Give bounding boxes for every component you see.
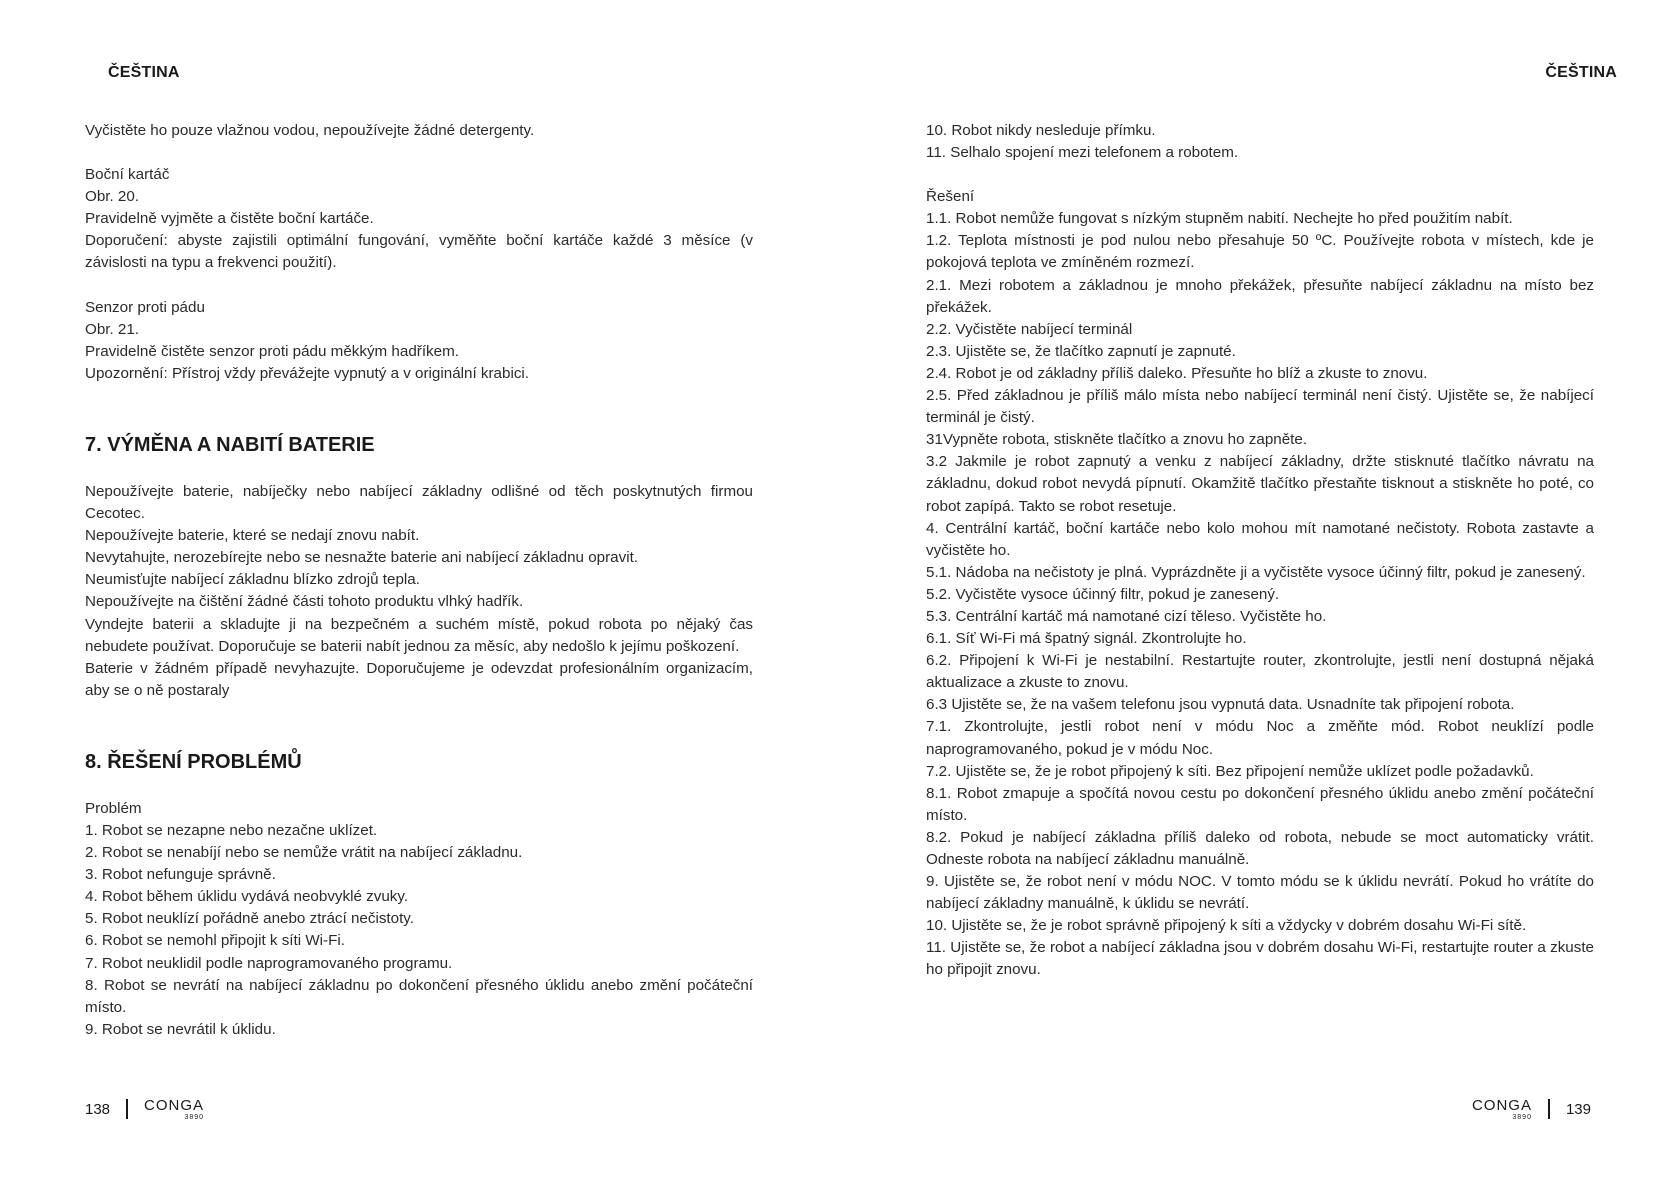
list-item: 10. Robot nikdy nesleduje přímku. <box>926 122 1156 139</box>
paragraph: Vyčistěte ho pouze vlažnou vodou, nepoužívejte žádné detergenty. <box>85 122 535 139</box>
list-item: 4. Centrální kartáč, boční kartáče nebo kolo mohou mít namotané nečistoty. Robota zastavte a vyčistěte ho. <box>926 519 1594 559</box>
list-item: 3. Robot nefunguje správně. <box>85 866 276 884</box>
list-item: 4. Robot během úklidu vydává neobvyklé zvuky. <box>85 888 409 906</box>
list-item: Nepoužívejte baterie, které se nedají znovu nabít. <box>85 527 420 545</box>
list-item: 2.5. Před základnou je příliš málo místa nebo nabíjecí terminál není čistý. Ujistěte se, že nabíjecí terminál je čistý. <box>926 387 1594 427</box>
section-8-title: 8. ŘEŠENÍ PROBLÉMŮ <box>85 750 302 773</box>
fall-sensor-heading: Senzor proti pádu <box>85 298 205 316</box>
problems-heading: Problém <box>85 799 142 817</box>
logo-wordmark: CONGA <box>1471 1096 1532 1114</box>
list-item: 2.4. Robot je od základny příliš daleko. Přesuňte ho blíž a zkuste to znovu. <box>926 364 1428 382</box>
footer-divider <box>126 1099 128 1119</box>
warning-text: Upozornění: Přístroj vždy převážejte vypnutý a v originální krabici. <box>85 364 530 382</box>
logo-model: 3890 <box>184 1113 205 1121</box>
page-footer <box>1472 1094 1591 1124</box>
figure-ref: Obr. 21. <box>85 320 140 338</box>
list-item: 5.2. Vyčistěte vysoce účinný filtr, pokud je zanesený. <box>926 585 1280 603</box>
section-7-title: 7. VÝMĚNA A NABITÍ BATERIE <box>85 433 375 456</box>
logo-wordmark: CONGA <box>144 1096 205 1114</box>
page-number: 138 <box>85 1100 111 1118</box>
paragraph: Doporučení: abyste zajistili optimální fungování, vyměňte boční kartáče každé 3 měsíce (v závislosti na typu a frekvenci použití). <box>85 232 753 272</box>
list-item: 6. Robot se nemohl připojit k síti Wi-Fi. <box>85 932 345 950</box>
list-item: 11. Selhalo spojení mezi telefonem a robotem. <box>926 144 1239 162</box>
language-header: ČEŠTINA <box>1545 64 1617 81</box>
list-item: Baterie v žádném případě nevyhazujte. Doporučujeme je odevzdat profesionálním organizacím, aby se o ně postaraly <box>85 659 753 699</box>
list-item: 2.1. Mezi robotem a základnou je mnoho překážek, přesuňte nabíjecí základnu na místo bez překážek. <box>926 276 1594 316</box>
conga-logo <box>144 1098 204 1121</box>
list-item: 6.2. Připojení k Wi-Fi je nestabilní. Restartujte router, zkontrolujte, jestli není dostupná nějaká aktualizace a zkuste to znovu. <box>926 652 1594 692</box>
page-number: 139 <box>1565 1100 1591 1118</box>
list-item: 9. Ujistěte se, že robot není v módu NOC. V tomto módu se k úklidu nevrátí. Pokud ho vrátíte do nabíjecí základny manuálně, k úklidu se nevrátí. <box>926 873 1594 913</box>
logo-model: 3890 <box>1512 1113 1532 1121</box>
list-item: 7. Robot neuklidil podle naprogramovaného programu. <box>85 954 453 972</box>
list-item: Neumisťujte nabíjecí základnu blízko zdrojů tepla. <box>85 571 420 589</box>
list-item: 5.1. Nádoba na nečistoty je plná. Vyprázdněte ji a vyčistěte vysoce účinný filtr, pokud je zanesený. <box>926 563 1586 581</box>
paragraph: Pravidelně vyjměte a čistěte boční kartáče. <box>85 210 374 228</box>
list-item: 7.1. Zkontrolujte, jestli robot není v módu Noc a změňte mód. Robot neuklízí podle naprogramovaného, pokud je v módu Noc. <box>926 718 1594 758</box>
list-item: Nepoužívejte baterie, nabíječky nebo nabíjecí základny odlišné od těch poskytnutých firmou Cecotec. <box>85 482 753 523</box>
list-item: Nepoužívejte na čištění žádné části tohoto produktu vlhký hadřík. <box>85 593 524 611</box>
left-column <box>85 120 753 1041</box>
language-header: ČEŠTINA <box>108 64 180 81</box>
solutions-heading: Řešení <box>926 188 975 206</box>
paragraph: Pravidelně čistěte senzor proti pádu měkkým hadříkem. <box>85 342 459 360</box>
list-item: 2.3. Ujistěte se, že tlačítko zapnutí je zapnuté. <box>926 342 1236 360</box>
footer-divider <box>1548 1099 1550 1119</box>
list-item: 1. Robot se nezapne nebo nezačne uklízet. <box>85 821 378 839</box>
list-item: 1.1. Robot nemůže fungovat s nízkým stupněm nabití. Nechejte ho před použitím nabít. <box>926 210 1513 228</box>
list-item: 8.2. Pokud je nabíjecí základna příliš daleko od robota, nebude se moct automaticky vrátit. Odneste robota na nabíjecí základnu manuálně. <box>926 828 1594 868</box>
side-brush-heading: Boční kartáč <box>85 166 170 184</box>
list-item: 10. Ujistěte se, že je robot správně připojený k síti a vždycky v dobrém dosahu Wi-Fi sítě. <box>926 917 1527 935</box>
list-item: 2. Robot se nenabíjí nebo se nemůže vrátit na nabíjecí základnu. <box>85 844 523 862</box>
list-item: 5.3. Centrální kartáč má namotané cizí těleso. Vyčistěte ho. <box>926 607 1327 625</box>
left-page <box>0 0 833 1191</box>
page-footer <box>85 1094 204 1124</box>
right-column <box>926 120 1594 982</box>
conga-logo <box>1472 1098 1532 1121</box>
list-item: 5. Robot neuklízí pořádně anebo ztrácí nečistoty. <box>85 910 414 928</box>
list-item: 9. Robot se nevrátil k úklidu. <box>85 1020 276 1038</box>
list-item: 3.2 Jakmile je robot zapnutý a venku z nabíjecí základny, držte stisknuté tlačítko návratu na základnu, dokud robot nevydá pípnutí. Okamžitě tlačítko přestaňte tisknout a stiskněte ho poté, co robot zapípá. Takto se robot resetuje. <box>926 453 1594 515</box>
list-item: 7.2. Ujistěte se, že je robot připojený k síti. Bez připojení nemůže uklízet podle požadavků. <box>926 762 1534 780</box>
right-page <box>834 0 1667 1191</box>
list-item: Vyndejte baterii a skladujte ji na bezpečném a suchém místě, pokud robota po nějaký čas nebudete používat. Doporučuje se baterii nabít jednou za měsíc, aby nedošlo k jejímu poškození. <box>85 615 753 655</box>
list-item: 6.3 Ujistěte se, že na vašem telefonu jsou vypnutá data. Usnadníte tak připojení robota. <box>926 696 1515 714</box>
figure-ref: Obr. 20. <box>85 188 140 206</box>
list-item: 6.1. Síť Wi-Fi má špatný signál. Zkontrolujte ho. <box>926 630 1247 648</box>
list-item: Nevytahujte, nerozebírejte nebo se nesnažte baterie ani nabíjecí základnu opravit. <box>85 549 639 567</box>
list-item: 8. Robot se nevrátí na nabíjecí základnu po dokončení přesného úklidu anebo změní počáteční místo. <box>85 976 753 1016</box>
list-item: 2.2. Vyčistěte nabíjecí terminál <box>926 320 1133 338</box>
list-item: 8.1. Robot zmapuje a spočítá novou cestu po dokončení přesného úklidu anebo změní počáteční místo. <box>926 784 1594 824</box>
list-item: 1.2. Teplota místnosti je pod nulou nebo přesahuje 50 ºC. Používejte robota v místech, kde je pokojová teplota ve zmíněném rozmezí. <box>926 232 1594 272</box>
list-item: 31Vypněte robota, stiskněte tlačítko a znovu ho zapněte. <box>926 431 1308 449</box>
list-item: 11. Ujistěte se, že robot a nabíjecí základna jsou v dobrém dosahu Wi-Fi, restartujte router a zkuste ho připojit znovu. <box>926 939 1594 979</box>
